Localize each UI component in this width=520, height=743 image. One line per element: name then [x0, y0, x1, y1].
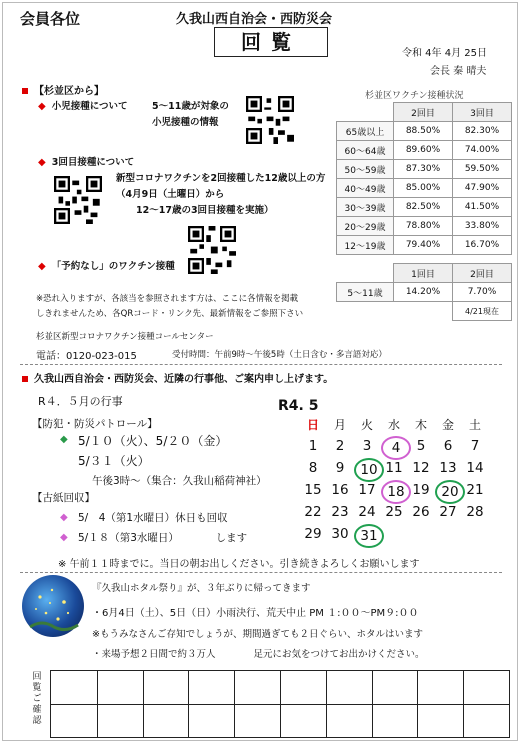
- section-divider: [20, 364, 502, 365]
- table-cell: 59.50%: [453, 160, 512, 179]
- table-cell: 74.00%: [453, 141, 512, 160]
- diamond-icon: ◆: [38, 261, 46, 272]
- patrol-time: 午後3時～（集合：久我山稲荷神社）: [92, 475, 267, 487]
- president-name: 会長 秦 晴夫: [430, 66, 487, 77]
- third-dose-desc1: 新型コロナワクチンを2回接種した12歳以上の方: [116, 173, 326, 184]
- patrol-dates1: 5/１０（火）、5/２０（金）: [78, 434, 228, 448]
- green-diamond-icon: ◆: [60, 434, 68, 445]
- table-row: [337, 302, 512, 321]
- table-cell: 88.50%: [394, 122, 453, 141]
- table-cell: 14.20%: [394, 283, 453, 302]
- page-title: 回覧: [214, 27, 328, 57]
- no-reservation-item: ◆ 「予約なし」のワクチン接種: [38, 261, 175, 272]
- calendar-day: 17: [358, 482, 376, 498]
- check-label: 回覧ご確認: [32, 672, 42, 726]
- table-spacer: [453, 255, 512, 264]
- third-dose-desc2: （4月9日（土曜日）から: [116, 189, 225, 200]
- table-cell: 87.30%: [394, 160, 453, 179]
- table-cell: 65歳以上: [337, 122, 394, 141]
- table-cell: 33.80%: [453, 217, 512, 236]
- calendar-title: R4. 5: [278, 398, 319, 414]
- calendar-weekday: 金: [441, 418, 454, 432]
- firefly-icon: [22, 575, 84, 637]
- patrol-dates2: 5/３１（火）: [78, 454, 150, 468]
- qr-icon: [54, 176, 102, 224]
- table-cell: 16.70%: [453, 236, 512, 255]
- calendar-day: 11: [385, 460, 403, 476]
- hotaru-line2: ※もうみなさんご存知でしょうが、期間過ぎても２日ぐらい、ホタルはいます: [92, 629, 423, 640]
- table-cell: 60～64歳: [337, 141, 394, 160]
- calendar-day: 29: [304, 526, 322, 542]
- qr-code-child[interactable]: [246, 96, 294, 144]
- call-center-tel: 電話：0120-023-015: [36, 351, 137, 362]
- calendar-day: 31: [354, 524, 384, 548]
- paper-date2: 5/１８（第3水曜日） します: [78, 532, 248, 544]
- confirmation-grid: [50, 670, 510, 738]
- table-row: [337, 264, 512, 283]
- table-row: [337, 283, 512, 302]
- table-cell: 50～59歳: [337, 160, 394, 179]
- calendar-day: 19: [412, 482, 430, 498]
- hotaru-title: 『久我山ホタル祭り』が、３年ぶりに帰ってきます: [92, 583, 311, 594]
- child-vaccine-desc2: 小児接種の情報: [152, 117, 219, 128]
- calendar-day: 16: [331, 482, 349, 498]
- table-cell: 4/21現在: [453, 302, 512, 321]
- red-square-icon: [22, 88, 28, 94]
- vaccine-table: [336, 102, 512, 321]
- paper-heading: 【古紙回収】: [32, 492, 95, 504]
- calendar-day: 12: [412, 460, 430, 476]
- calendar-day: 22: [304, 504, 322, 520]
- addressee: 会員各位: [20, 10, 81, 28]
- table-cell: 20～29歳: [337, 217, 394, 236]
- calendar-day: 1: [308, 438, 318, 454]
- call-center: 杉並区新型コロナワクチン接種コールセンター: [36, 332, 214, 342]
- calendar-day: 23: [331, 504, 349, 520]
- calendar-day: 10: [354, 458, 384, 482]
- table-cell: [394, 302, 453, 321]
- hotaru-line1: ・6月4日（土）、5日（日）小雨決行、荒天中止 PM １:００～PM９:００: [92, 608, 419, 619]
- calendar-weekday: 木: [414, 418, 427, 432]
- calendar-day: 2: [335, 438, 345, 454]
- table-cell: 40～49歳: [337, 179, 394, 198]
- third-dose-item: ◆ 3回目接種について: [38, 157, 135, 168]
- events-heading: 久我山西自治会・西防災会、近隣の行事他、ご案内申し上げます。: [22, 370, 333, 385]
- table-spacer: [337, 255, 394, 264]
- calendar-day: 9: [335, 460, 345, 476]
- table-cell: 7.70%: [453, 283, 512, 302]
- table-row: [337, 141, 512, 160]
- table-row: [337, 217, 512, 236]
- table-row: [337, 179, 512, 198]
- table-cell: 79.40%: [394, 236, 453, 255]
- table-header-cell: 3回目: [453, 103, 512, 122]
- hotaru-line3: ・来場予想２日間で約３万人 足元にお気をつけてお出かけください。: [92, 649, 425, 660]
- table-cell: [337, 103, 394, 122]
- suginami-heading: 【杉並区から】: [22, 82, 104, 97]
- table-header-cell: 2回目: [453, 264, 512, 283]
- calendar-weekday: 水: [387, 418, 400, 432]
- table-cell: 41.50%: [453, 198, 512, 217]
- patrol-heading: 【防犯・防災パトロール】: [32, 418, 158, 430]
- calendar-day: 7: [470, 438, 480, 454]
- vaccine-table-caption: 杉並区ワクチン接種状況: [365, 91, 464, 101]
- calendar-day: 28: [466, 504, 484, 520]
- issue-date: 令和 4年 4月 25日: [402, 48, 487, 59]
- calendar-day: 6: [443, 438, 453, 454]
- calendar: [300, 416, 500, 546]
- table-header-cell: 1回目: [394, 264, 453, 283]
- calendar-weekday: 日: [306, 418, 319, 432]
- table-row: [337, 198, 512, 217]
- table-row: [337, 255, 512, 264]
- table-cell: 82.30%: [453, 122, 512, 141]
- diamond-icon: ◆: [38, 157, 46, 168]
- calendar-day: 26: [412, 504, 430, 520]
- firefly-festival-image: [22, 575, 84, 637]
- qr-code-noresv[interactable]: [188, 226, 236, 274]
- note-line2: しきれませんため、各QRコード・リンク先、最新情報をご参照下さい: [36, 309, 304, 319]
- organization: 久我山西自治会・西防災会: [176, 12, 333, 27]
- table-cell: 30～39歳: [337, 198, 394, 217]
- calendar-day: 24: [358, 504, 376, 520]
- calendar-weekday: 火: [360, 418, 373, 432]
- calendar-day: 21: [466, 482, 484, 498]
- calendar-day: 13: [439, 460, 457, 476]
- table-row: [337, 160, 512, 179]
- table-cell: 5～11歳: [337, 283, 394, 302]
- calendar-weekday: 月: [333, 418, 346, 432]
- table-cell: 82.50%: [394, 198, 453, 217]
- call-center-hours: 受付時間：午前9時～午後5時（土日含む・多言語対応）: [172, 350, 387, 360]
- pink-diamond-icon: ◆: [60, 512, 68, 523]
- table-cell: [337, 302, 394, 321]
- qr-icon: [246, 96, 294, 144]
- paper-date1: 5/ 4（第1水曜日）休日も回収: [78, 512, 228, 524]
- calendar-day: 8: [308, 460, 318, 476]
- qr-icon: [188, 226, 236, 274]
- red-square-icon: [22, 376, 28, 382]
- table-row: [337, 236, 512, 255]
- table-row: [337, 122, 512, 141]
- calendar-day: 30: [331, 526, 349, 542]
- month-label: R４．５月の行事: [38, 395, 123, 408]
- table-cell: 89.60%: [394, 141, 453, 160]
- pink-diamond-icon: ◆: [60, 532, 68, 543]
- calendar-day: 20: [435, 480, 465, 504]
- section-divider: [20, 572, 502, 573]
- calendar-day: 14: [466, 460, 484, 476]
- calendar-day: 3: [362, 438, 372, 454]
- qr-code-third[interactable]: [54, 176, 102, 224]
- table-row: [337, 103, 512, 122]
- table-header-cell: 2回目: [394, 103, 453, 122]
- third-dose-desc3: 12～17歳の3回目接種を実施）: [136, 205, 274, 216]
- table-cell: 78.80%: [394, 217, 453, 236]
- calendar-day: 15: [304, 482, 322, 498]
- table-cell: [337, 264, 394, 283]
- diamond-icon: ◆: [38, 101, 46, 112]
- calendar-day: 5: [416, 438, 426, 454]
- grid-row-line: [51, 704, 509, 705]
- collection-notice: ※ 午前１１時までに。当日の朝お出しください。引き続きよろしくお願いします: [58, 559, 420, 570]
- child-vaccine-desc1: 5～11歳が対象の: [152, 101, 229, 112]
- table-cell: 85.00%: [394, 179, 453, 198]
- calendar-day: 27: [439, 504, 457, 520]
- table-cell: 47.90%: [453, 179, 512, 198]
- calendar-day: 18: [381, 480, 411, 504]
- calendar-weekday: 土: [468, 418, 481, 432]
- table-cell: 12～19歳: [337, 236, 394, 255]
- calendar-day: 4: [381, 436, 411, 460]
- note-line1: ※恐れ入りますが、各該当を参照されます方は、ここに各情報を掲載: [36, 294, 299, 304]
- calendar-day: 25: [385, 504, 403, 520]
- table-spacer: [394, 255, 453, 264]
- child-vaccine-item: ◆ 小児接種について: [38, 101, 128, 112]
